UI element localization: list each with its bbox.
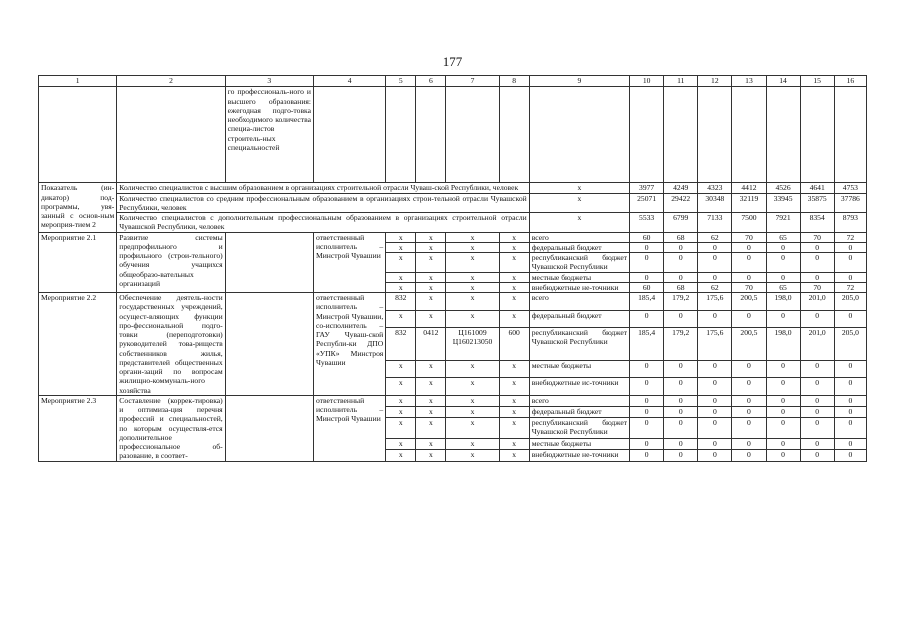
value-cell: 175,6 bbox=[698, 327, 732, 360]
value-cell: 7133 bbox=[698, 213, 732, 233]
value-cell: 3977 bbox=[630, 183, 664, 193]
code-cell: х bbox=[386, 272, 416, 282]
code-cell: х bbox=[499, 406, 529, 417]
code-cell: х bbox=[499, 378, 529, 395]
value-cell: 0 bbox=[834, 450, 866, 461]
code-cell: х bbox=[416, 395, 446, 406]
code-cell: х bbox=[386, 232, 416, 242]
value-cell: 0 bbox=[698, 361, 732, 378]
code-cell: х bbox=[386, 439, 416, 450]
value-cell: 0 bbox=[834, 395, 866, 406]
value-cell: 70 bbox=[800, 232, 834, 242]
value-cell: 0 bbox=[664, 418, 698, 439]
value-cell: 0 bbox=[732, 310, 766, 327]
value-cell: 4323 bbox=[698, 183, 732, 193]
code-cell: х bbox=[416, 406, 446, 417]
header-cell: 10 bbox=[630, 76, 664, 87]
value-cell: 0 bbox=[834, 310, 866, 327]
funding-source: всего bbox=[529, 395, 629, 406]
value-cell: 33945 bbox=[766, 193, 800, 213]
funding-source: всего bbox=[529, 232, 629, 242]
value-cell: 30348 bbox=[698, 193, 732, 213]
code-cell: х bbox=[386, 406, 416, 417]
value-cell: 0 bbox=[664, 310, 698, 327]
indicator-row bbox=[39, 193, 867, 213]
value-cell: 0 bbox=[732, 395, 766, 406]
value-cell: 0 bbox=[766, 406, 800, 417]
value-cell: 0 bbox=[766, 242, 800, 252]
empty-cell bbox=[225, 293, 313, 396]
value-cell: 0 bbox=[800, 450, 834, 461]
value-cell: 0 bbox=[698, 418, 732, 439]
value-cell: 0 bbox=[630, 450, 664, 461]
value-cell: 0 bbox=[732, 450, 766, 461]
indicator-row bbox=[39, 183, 867, 193]
code-cell: х bbox=[416, 310, 446, 327]
header-cell: 14 bbox=[766, 76, 800, 87]
value-cell: 65 bbox=[766, 232, 800, 242]
value-cell: 0 bbox=[800, 378, 834, 395]
code-cell: х bbox=[499, 232, 529, 242]
value-cell: 5533 bbox=[630, 213, 664, 233]
code-cell: х bbox=[446, 232, 499, 242]
code-cell: х bbox=[499, 272, 529, 282]
header-cell: 7 bbox=[446, 76, 499, 87]
code-cell: х bbox=[446, 450, 499, 461]
value-cell: 0 bbox=[698, 450, 732, 461]
code-cell: х bbox=[416, 272, 446, 282]
header-cell: 6 bbox=[416, 76, 446, 87]
value-cell: 0 bbox=[766, 361, 800, 378]
value-cell: 175,6 bbox=[698, 293, 732, 310]
code-cell: х bbox=[446, 361, 499, 378]
value-cell: 0 bbox=[834, 406, 866, 417]
value-cell: 60 bbox=[630, 282, 664, 292]
budget-table bbox=[38, 75, 867, 462]
funding-source: федеральный бюджет bbox=[529, 406, 629, 417]
value-cell: 0 bbox=[630, 395, 664, 406]
value-cell: 37786 bbox=[834, 193, 866, 213]
funding-source: внебюджетные ис-точники bbox=[529, 378, 629, 395]
indicator-row bbox=[39, 213, 867, 233]
value-cell: 198,0 bbox=[766, 327, 800, 360]
value-cell: 70 bbox=[732, 232, 766, 242]
value-cell: 0 bbox=[732, 418, 766, 439]
funding-source: местные бюджеты bbox=[529, 272, 629, 282]
funding-source: внебюджетные не-точники bbox=[529, 450, 629, 461]
code-cell: х bbox=[499, 310, 529, 327]
value-cell: 0 bbox=[834, 439, 866, 450]
table-header-row bbox=[39, 76, 867, 87]
measure-name: Развитие системы предпрофильного и профильного (строи-тельного) обучения учащихся общеобразо-вательных организаций bbox=[117, 232, 225, 293]
funding-source: всего bbox=[529, 293, 629, 310]
value-cell: 0 bbox=[630, 439, 664, 450]
code-cell: х bbox=[386, 418, 416, 439]
value-cell: 0 bbox=[630, 406, 664, 417]
value-cell: 0 bbox=[732, 361, 766, 378]
empty-cell bbox=[225, 395, 313, 461]
funding-source: местные бюджеты bbox=[529, 439, 629, 450]
value-cell: 4526 bbox=[766, 183, 800, 193]
value-cell: 0 bbox=[698, 395, 732, 406]
measure-executor: ответственный исполнитель – Минстрой Чувашии bbox=[313, 232, 385, 293]
indicator-col9: х bbox=[529, 183, 629, 193]
measure-name: Обеспечение деятель-ности государственных учреждений, осущест-вляющих функции про-фессиональной подго-товки (переподготовки) руководителей това-риществ собственников жилья, представителей общественных органи-заций по вопросам жилищно-коммуналь-ного хозяйства bbox=[117, 293, 225, 396]
value-cell: 0 bbox=[766, 310, 800, 327]
header-cell: 13 bbox=[732, 76, 766, 87]
value-cell: 0 bbox=[664, 395, 698, 406]
value-cell: 0 bbox=[698, 378, 732, 395]
value-cell: 0 bbox=[800, 242, 834, 252]
code-cell: х bbox=[499, 450, 529, 461]
code-cell: х bbox=[416, 232, 446, 242]
value-cell: 0 bbox=[732, 272, 766, 282]
value-cell: 0 bbox=[766, 395, 800, 406]
value-cell: 0 bbox=[732, 406, 766, 417]
value-cell: 0 bbox=[800, 272, 834, 282]
value-cell: 0 bbox=[664, 450, 698, 461]
code-cell: х bbox=[446, 378, 499, 395]
value-cell: 0 bbox=[800, 395, 834, 406]
code-cell: х bbox=[416, 378, 446, 395]
code-cell: х bbox=[416, 439, 446, 450]
funding-source: федеральный бюджет bbox=[529, 242, 629, 252]
header-cell: 4 bbox=[313, 76, 385, 87]
value-cell: 0 bbox=[630, 378, 664, 395]
code-cell: х bbox=[446, 293, 499, 310]
value-cell: 4753 bbox=[834, 183, 866, 193]
value-cell: 0 bbox=[664, 378, 698, 395]
measure-row bbox=[39, 232, 867, 242]
indicator-col9: х bbox=[529, 213, 629, 233]
indicator-text: Количество специалистов с дополнительным профессиональным образованием в организациях строительной отрасли Чувашской Республики, человек bbox=[117, 213, 529, 233]
value-cell: 179,2 bbox=[664, 293, 698, 310]
value-cell: 0 bbox=[630, 361, 664, 378]
value-cell: 32119 bbox=[732, 193, 766, 213]
value-cell: 0 bbox=[698, 406, 732, 417]
code-cell: х bbox=[386, 242, 416, 252]
code-cell: х bbox=[446, 439, 499, 450]
value-cell: 72 bbox=[834, 282, 866, 292]
value-cell: 0 bbox=[800, 361, 834, 378]
header-cell: 15 bbox=[800, 76, 834, 87]
value-cell: 201,0 bbox=[800, 327, 834, 360]
value-cell: 62 bbox=[698, 232, 732, 242]
value-cell: 0 bbox=[834, 272, 866, 282]
code-cell: х bbox=[416, 450, 446, 461]
value-cell: 0 bbox=[766, 272, 800, 282]
value-cell: 0 bbox=[766, 450, 800, 461]
continuation-row bbox=[39, 87, 867, 183]
value-cell: 0 bbox=[732, 253, 766, 273]
value-cell: 0 bbox=[630, 418, 664, 439]
value-cell: 0 bbox=[800, 310, 834, 327]
value-cell: 0 bbox=[800, 439, 834, 450]
value-cell: 0 bbox=[766, 378, 800, 395]
value-cell: 60 bbox=[630, 232, 664, 242]
code-cell: х bbox=[446, 282, 499, 292]
code-cell: х bbox=[416, 253, 446, 273]
value-cell: 0 bbox=[630, 272, 664, 282]
measure-label: Мероприятие 2.1 bbox=[39, 232, 117, 293]
value-cell: 0 bbox=[732, 242, 766, 252]
value-cell: 0 bbox=[834, 378, 866, 395]
value-cell: 25071 bbox=[630, 193, 664, 213]
code-cell: х bbox=[416, 293, 446, 310]
value-cell: 0 bbox=[766, 253, 800, 273]
value-cell: 4249 bbox=[664, 183, 698, 193]
value-cell: 0 bbox=[630, 253, 664, 273]
value-cell: 0 bbox=[766, 439, 800, 450]
value-cell: 0 bbox=[630, 310, 664, 327]
value-cell: 8354 bbox=[800, 213, 834, 233]
value-cell: 70 bbox=[732, 282, 766, 292]
value-cell: 65 bbox=[766, 282, 800, 292]
header-cell: 8 bbox=[499, 76, 529, 87]
indicator-label: Показатель (ин-дикатор) под-программы, увя-занный с основ-ным мероприя-тием 2 bbox=[39, 183, 117, 232]
funding-source: республиканский бюджет Чувашской Республики bbox=[529, 253, 629, 273]
value-cell: 0 bbox=[664, 361, 698, 378]
value-cell: 200,5 bbox=[732, 293, 766, 310]
value-cell: 68 bbox=[664, 282, 698, 292]
value-cell: 70 bbox=[800, 282, 834, 292]
header-cell: 12 bbox=[698, 76, 732, 87]
value-cell: 0 bbox=[664, 439, 698, 450]
code-cell: х bbox=[386, 253, 416, 273]
value-cell: 0 bbox=[800, 418, 834, 439]
code-cell: х bbox=[499, 361, 529, 378]
value-cell: 4412 bbox=[732, 183, 766, 193]
value-cell: 0 bbox=[834, 418, 866, 439]
header-cell: 11 bbox=[664, 76, 698, 87]
empty-cell bbox=[225, 232, 313, 293]
code-cell: х bbox=[499, 293, 529, 310]
header-cell: 1 bbox=[39, 76, 117, 87]
code-cell: х bbox=[416, 418, 446, 439]
value-cell: 0 bbox=[630, 242, 664, 252]
value-cell: 0 bbox=[732, 378, 766, 395]
code-cell: х bbox=[386, 282, 416, 292]
value-cell: 179,2 bbox=[664, 327, 698, 360]
page-number: 177 bbox=[442, 54, 463, 69]
value-cell: 0 bbox=[664, 242, 698, 252]
code-cell: х bbox=[416, 361, 446, 378]
code-cell: х bbox=[446, 242, 499, 252]
code-cell: 832 bbox=[386, 293, 416, 310]
value-cell: 0 bbox=[834, 361, 866, 378]
value-cell: 0 bbox=[664, 253, 698, 273]
code-cell: 0412 bbox=[416, 327, 446, 360]
code-cell: х bbox=[386, 378, 416, 395]
value-cell: 68 bbox=[664, 232, 698, 242]
indicator-text: Количество специалистов с высшим образованием в организациях строительной отрасли Чуваш-ской Республики, человек bbox=[117, 183, 529, 193]
value-cell: 0 bbox=[698, 272, 732, 282]
funding-source: республиканский бюджет Чувашской Республики bbox=[529, 418, 629, 439]
code-cell: х bbox=[446, 253, 499, 273]
value-cell: 7921 bbox=[766, 213, 800, 233]
measure-label: Мероприятие 2.3 bbox=[39, 395, 117, 461]
value-cell: 4641 bbox=[800, 183, 834, 193]
code-cell: х bbox=[499, 242, 529, 252]
value-cell: 0 bbox=[834, 242, 866, 252]
header-cell: 3 bbox=[225, 76, 313, 87]
value-cell: 0 bbox=[732, 439, 766, 450]
value-cell: 29422 bbox=[664, 193, 698, 213]
value-cell: 205,0 bbox=[834, 327, 866, 360]
header-cell: 9 bbox=[529, 76, 629, 87]
code-cell: х bbox=[446, 418, 499, 439]
value-cell: 35875 bbox=[800, 193, 834, 213]
code-cell: 600 bbox=[499, 327, 529, 360]
header-cell: 2 bbox=[117, 76, 225, 87]
measure-row bbox=[39, 293, 867, 310]
funding-source: местные бюджеты bbox=[529, 361, 629, 378]
value-cell: 0 bbox=[800, 253, 834, 273]
indicator-col9: х bbox=[529, 193, 629, 213]
value-cell: 6799 bbox=[664, 213, 698, 233]
code-cell: х bbox=[416, 242, 446, 252]
value-cell: 0 bbox=[800, 406, 834, 417]
header-cell: 5 bbox=[386, 76, 416, 87]
code-cell: х bbox=[499, 395, 529, 406]
code-cell: х bbox=[499, 418, 529, 439]
measure-label: Мероприятие 2.2 bbox=[39, 293, 117, 396]
value-cell: 205,0 bbox=[834, 293, 866, 310]
code-cell: 832 bbox=[386, 327, 416, 360]
value-cell: 185,4 bbox=[630, 293, 664, 310]
code-cell: х bbox=[499, 439, 529, 450]
value-cell: 0 bbox=[664, 406, 698, 417]
code-cell: х bbox=[446, 310, 499, 327]
value-cell: 201,0 bbox=[800, 293, 834, 310]
value-cell: 185,4 bbox=[630, 327, 664, 360]
value-cell: 8793 bbox=[834, 213, 866, 233]
code-cell: Ц161009 Ц160213050 bbox=[446, 327, 499, 360]
measure-executor: ответственный исполнитель – Минстрой Чувашии bbox=[313, 395, 385, 461]
value-cell: 198,0 bbox=[766, 293, 800, 310]
code-cell: х bbox=[416, 282, 446, 292]
value-cell: 0 bbox=[664, 272, 698, 282]
continued-text: го профессиональ-ного и высшего образования: ежегодная подго-товка необходимого количества специа-листов строитель-ных специальностей bbox=[225, 87, 313, 183]
funding-source: республиканский бюджет Чувашской Республики bbox=[529, 327, 629, 360]
code-cell: х bbox=[386, 310, 416, 327]
code-cell: х bbox=[446, 406, 499, 417]
value-cell: 0 bbox=[766, 418, 800, 439]
measure-executor: ответственный исполнитель – Минстрой Чувашии, со-исполнитель – ГАУ Чуваш-ской Республи-ки ДПО «УПК» Минстроя Чувашии bbox=[313, 293, 385, 396]
code-cell: х bbox=[386, 395, 416, 406]
value-cell: 0 bbox=[698, 253, 732, 273]
value-cell: 7500 bbox=[732, 213, 766, 233]
value-cell: 72 bbox=[834, 232, 866, 242]
value-cell: 200,5 bbox=[732, 327, 766, 360]
header-cell: 16 bbox=[834, 76, 866, 87]
value-cell: 0 bbox=[698, 439, 732, 450]
value-cell: 0 bbox=[698, 242, 732, 252]
funding-source: федеральный бюджет bbox=[529, 310, 629, 327]
value-cell: 0 bbox=[834, 253, 866, 273]
measure-row bbox=[39, 395, 867, 406]
value-cell: 0 bbox=[698, 310, 732, 327]
code-cell: х bbox=[499, 253, 529, 273]
measure-name: Составление (коррек-тировка) и оптимиза-ция перечня профессий и специальностей, по которым осуществля-ется дополнительное профессиональное об-разование, в соответ- bbox=[117, 395, 225, 461]
indicator-text: Количество специалистов со средним профессиональным образованием в организациях строи-тельной отрасли Чувашской Республики, человек bbox=[117, 193, 529, 213]
code-cell: х bbox=[386, 361, 416, 378]
funding-source: внебюджетные не-точники bbox=[529, 282, 629, 292]
code-cell: х bbox=[446, 272, 499, 282]
code-cell: х bbox=[386, 450, 416, 461]
code-cell: х bbox=[446, 395, 499, 406]
code-cell: х bbox=[499, 282, 529, 292]
value-cell: 62 bbox=[698, 282, 732, 292]
